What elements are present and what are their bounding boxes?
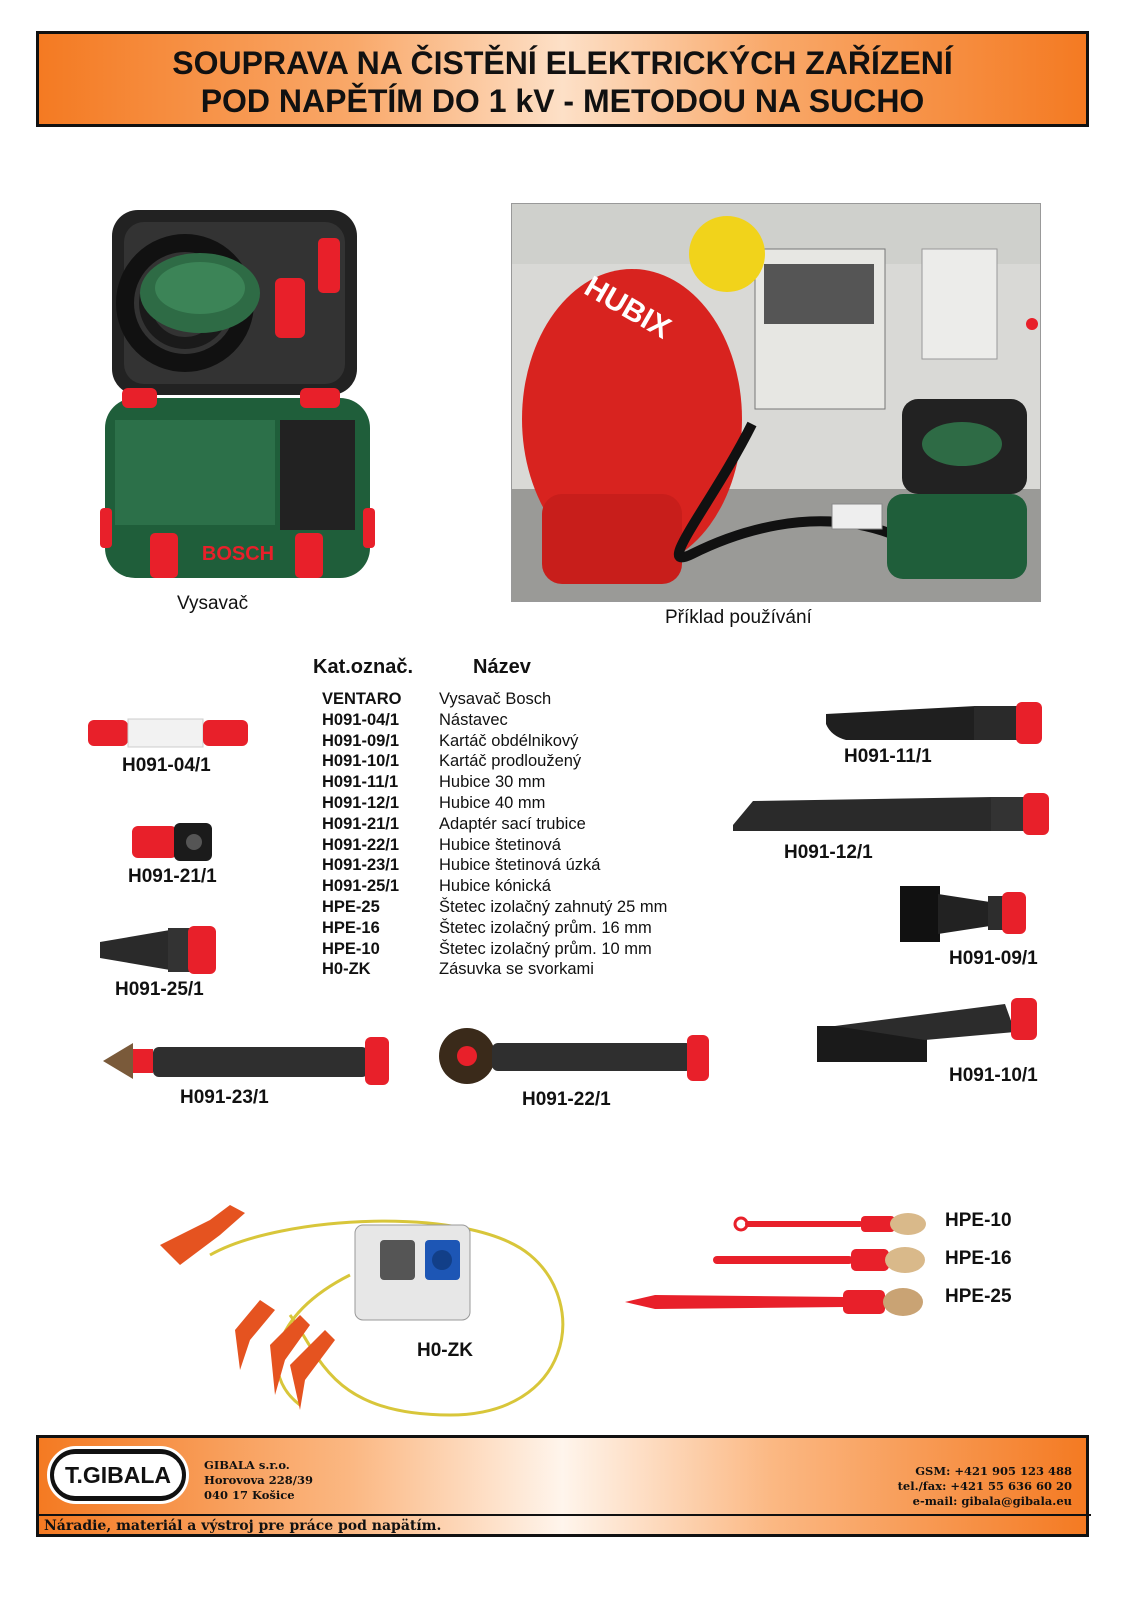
part-h091-21-label: H091-21/1 [128, 866, 217, 887]
catalog-name: Štetec izolačný prům. 10 mm [439, 939, 652, 958]
part-h091-09-label: H091-09/1 [949, 948, 1038, 969]
company-logo [47, 1446, 189, 1504]
table-row [322, 939, 667, 960]
part-h091-23-image [103, 1035, 391, 1087]
part-h091-21-image [132, 823, 214, 861]
part-h091-23-label: H091-23/1 [180, 1087, 269, 1108]
part-h0-zk-label: H0-ZK [417, 1340, 473, 1361]
table-row [322, 876, 667, 897]
table-row [322, 751, 667, 772]
part-h091-04-image [88, 717, 250, 749]
company-address [204, 1458, 313, 1503]
table-row [322, 814, 667, 835]
catalog-code: H091-23/1 [322, 856, 400, 875]
catalog-name: Vysavač Bosch [439, 690, 552, 708]
catalog-code: H091-25/1 [322, 877, 400, 896]
table-row [322, 897, 667, 918]
usage-caption: Příklad používání [665, 607, 812, 628]
catalog-code: HPE-16 [322, 918, 380, 937]
catalog-code: H0-ZK [322, 960, 371, 979]
catalog-code: VENTARO [322, 690, 402, 708]
vacuum-caption: Vysavač [177, 593, 249, 614]
table-row [322, 731, 667, 752]
catalog-code: HPE-10 [322, 939, 380, 958]
part-h091-12-label: H091-12/1 [784, 842, 873, 863]
part-h091-11-image [826, 700, 1044, 745]
part-h091-10-label: H091-10/1 [949, 1065, 1038, 1086]
catalog-header-code: Kat.označ. [313, 656, 414, 678]
contact-gsm: GSM: +421 905 123 488 [915, 1464, 1072, 1478]
title-line-2: POD NAPĚTÍM DO 1 kV - METODOU NA SUCHO [200, 83, 925, 119]
table-row [322, 793, 667, 814]
title-line-1: SOUPRAVA NA ČISTĚNÍ ELEKTRICKÝCH ZAŘÍZENÍ [172, 45, 953, 81]
company-city: 040 17 Košice [204, 1488, 295, 1502]
part-h091-09-image [900, 882, 1028, 944]
usage-photo [511, 203, 1041, 602]
company-contacts [898, 1464, 1072, 1509]
part-hpe-10-image [733, 1208, 928, 1238]
table-row [322, 918, 667, 939]
catalog-name: Adaptér sací trubice [439, 814, 586, 833]
part-hpe-25-image [625, 1285, 925, 1319]
part-hpe-16-image [713, 1244, 925, 1276]
part-h091-22-label: H091-22/1 [522, 1089, 611, 1110]
part-h091-04-label: H091-04/1 [122, 755, 211, 776]
part-h091-25-label: H091-25/1 [115, 979, 204, 1000]
table-row [322, 710, 667, 731]
catalog-table [322, 689, 667, 980]
company-street: Horovova 228/39 [204, 1473, 313, 1487]
catalog-name: Hubice kónická [439, 877, 551, 896]
part-hpe-16-label: HPE-16 [945, 1248, 1012, 1269]
catalog-header-name: Název [473, 656, 531, 678]
part-hpe-10-label: HPE-10 [945, 1210, 1012, 1231]
part-h091-11-label: H091-11/1 [844, 746, 932, 767]
catalog-code: H091-11/1 [322, 773, 399, 792]
contact-tel: tel./fax: +421 55 636 60 20 [897, 1479, 1072, 1493]
contact-email: e-mail: gibala@gibala.eu [912, 1494, 1072, 1508]
catalog-name: Hubice 40 mm [439, 793, 546, 812]
catalog-code: H091-21/1 [322, 814, 400, 833]
table-row [322, 835, 667, 856]
part-h0-zk-image [150, 1195, 570, 1430]
title-banner [36, 31, 1089, 127]
hubix-text: HUBIX [578, 270, 677, 346]
table-row [322, 855, 667, 876]
vacuum-case-image [100, 208, 380, 583]
part-h091-25-image [100, 926, 218, 974]
footer [36, 1435, 1089, 1537]
catalog-code: H091-10/1 [322, 752, 400, 771]
logo-text: T.GIBALA [54, 1454, 182, 1496]
catalog-name: Kartáč prodloužený [439, 752, 582, 771]
footer-slogan: Náradie, materiál a výstroj pre práce pod napätím. [39, 1514, 1091, 1536]
catalog-code: HPE-25 [322, 897, 380, 916]
part-h091-22-image [437, 1025, 712, 1087]
catalog-name: Kartáč obdélnikový [439, 731, 579, 750]
catalog-name: Hubice 30 mm [439, 773, 546, 792]
catalog-code: H091-04/1 [322, 710, 400, 729]
part-h091-10-image [815, 996, 1041, 1066]
table-row [322, 959, 667, 980]
catalog-name: Štetec izolačný zahnutý 25 mm [439, 897, 668, 916]
catalog-code: H091-09/1 [322, 731, 400, 750]
catalog-name: Zásuvka se svorkami [439, 960, 594, 979]
catalog-name: Hubice štetinová úzká [439, 856, 601, 875]
table-row [322, 772, 667, 793]
case-brand-label: BOSCH [201, 543, 275, 565]
catalog-code: H091-22/1 [322, 835, 400, 854]
catalog-code: H091-12/1 [322, 793, 400, 812]
table-row [322, 689, 667, 710]
part-h091-12-image [733, 793, 1051, 835]
catalog-name: Hubice štetinová [439, 835, 561, 854]
catalog-name: Nástavec [439, 710, 508, 729]
company-name: GIBALA s.r.o. [204, 1458, 290, 1472]
part-hpe-25-label: HPE-25 [945, 1286, 1012, 1307]
catalog-name: Štetec izolačný prům. 16 mm [439, 918, 652, 937]
